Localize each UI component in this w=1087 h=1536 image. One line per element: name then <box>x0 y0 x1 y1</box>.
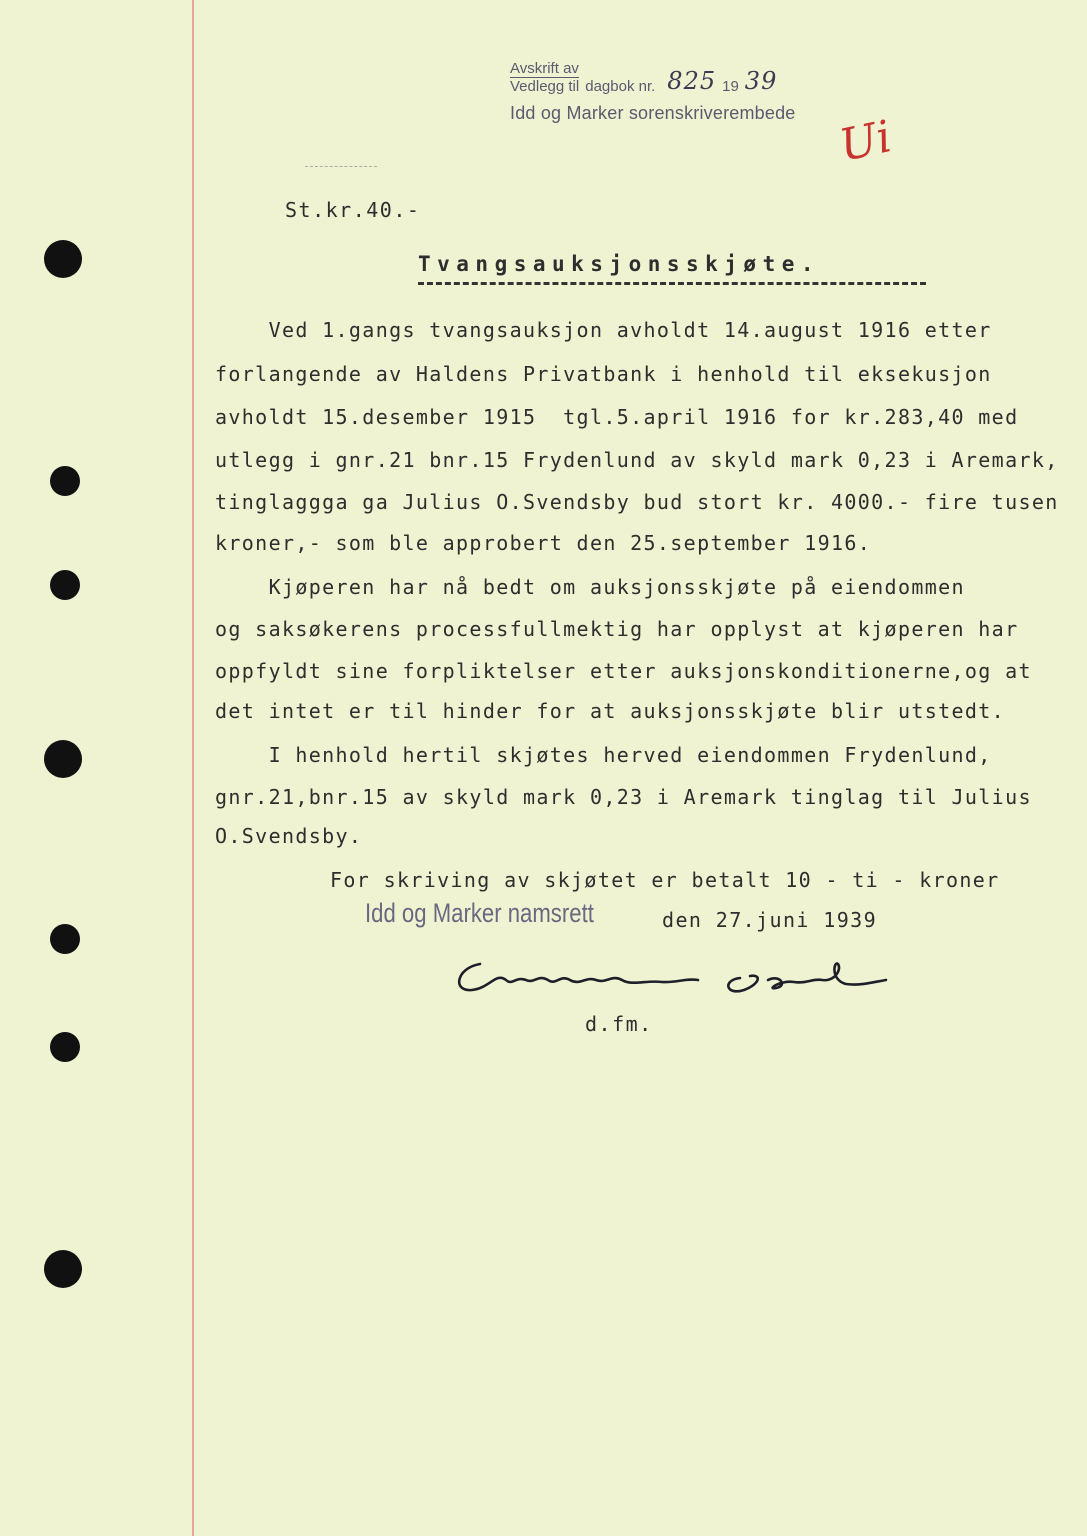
signature-image <box>450 950 890 1010</box>
body-line: I henhold hertil skjøtes herved eiendommen Frydenlund, <box>215 743 992 767</box>
stamp-duty: St.kr.40.- <box>285 198 421 222</box>
document-title: Tvangsauksjonsskjøte. <box>418 252 821 276</box>
dagbok-number: 825 <box>667 67 717 95</box>
title-underline <box>418 282 926 285</box>
punch-hole <box>50 570 80 600</box>
body-line: det intet er til hinder for at auksjonsskjøte blir utstedt. <box>215 699 1006 723</box>
faint-rule <box>305 166 377 167</box>
punch-hole <box>50 466 80 496</box>
body-line: Kjøperen har nå bedt om auksjonsskjøte på eiendommen <box>215 575 965 599</box>
body-line: forlangende av Haldens Privatbank i henhold til eksekusjon <box>215 362 992 386</box>
body-line: avholdt 15.desember 1915 tgl.5.april 1916 for kr.283,40 med <box>215 405 1019 429</box>
court-stamp: Idd og Marker namsrett <box>365 898 594 928</box>
margin-line <box>192 0 194 1536</box>
registry-stamp <box>510 60 870 130</box>
dagbok-label: dagbok nr. <box>585 78 656 95</box>
year-suffix: 39 <box>744 67 778 95</box>
date-line: den 27.juni 1939 <box>662 908 878 932</box>
body-line: og saksøkerens processfullmektig har opplyst at kjøperen har <box>215 617 1019 641</box>
punch-hole <box>50 924 80 954</box>
punch-hole <box>44 740 82 778</box>
body-line: O.Svendsby. <box>215 824 363 848</box>
fee-line: For skriving av skjøtet er betalt 10 - ti - kroner <box>330 868 1000 892</box>
signature-title: d.fm. <box>585 1012 653 1036</box>
year-prefix: 19 <box>722 78 739 95</box>
body-line: gnr.21,bnr.15 av skyld mark 0,23 i Aremark tinglag til Julius <box>215 785 1032 809</box>
body-line: oppfyldt sine forpliktelser etter auksjonskonditionerne,og at <box>215 659 1032 683</box>
body-line: Ved 1.gangs tvangsauksjon avholdt 14.august 1916 etter <box>215 318 992 342</box>
body-line: kroner,- som ble approbert den 25.september 1916. <box>215 531 872 555</box>
punch-hole <box>50 1032 80 1062</box>
avskrift-label: Avskrift av <box>510 60 579 77</box>
punch-hole <box>44 240 82 278</box>
punch-hole <box>44 1250 82 1288</box>
body-line: tinglaggga ga Julius O.Svendsby bud stort kr. 4000.- fire tusen <box>215 490 1059 514</box>
vedlegg-label: Vedlegg til <box>510 78 580 95</box>
office-name: Idd og Marker sorenskriverembede <box>510 103 796 123</box>
body-line: utlegg i gnr.21 bnr.15 Frydenlund av skyld mark 0,23 i Aremark, <box>215 448 1059 472</box>
initials: Ui <box>835 111 896 172</box>
